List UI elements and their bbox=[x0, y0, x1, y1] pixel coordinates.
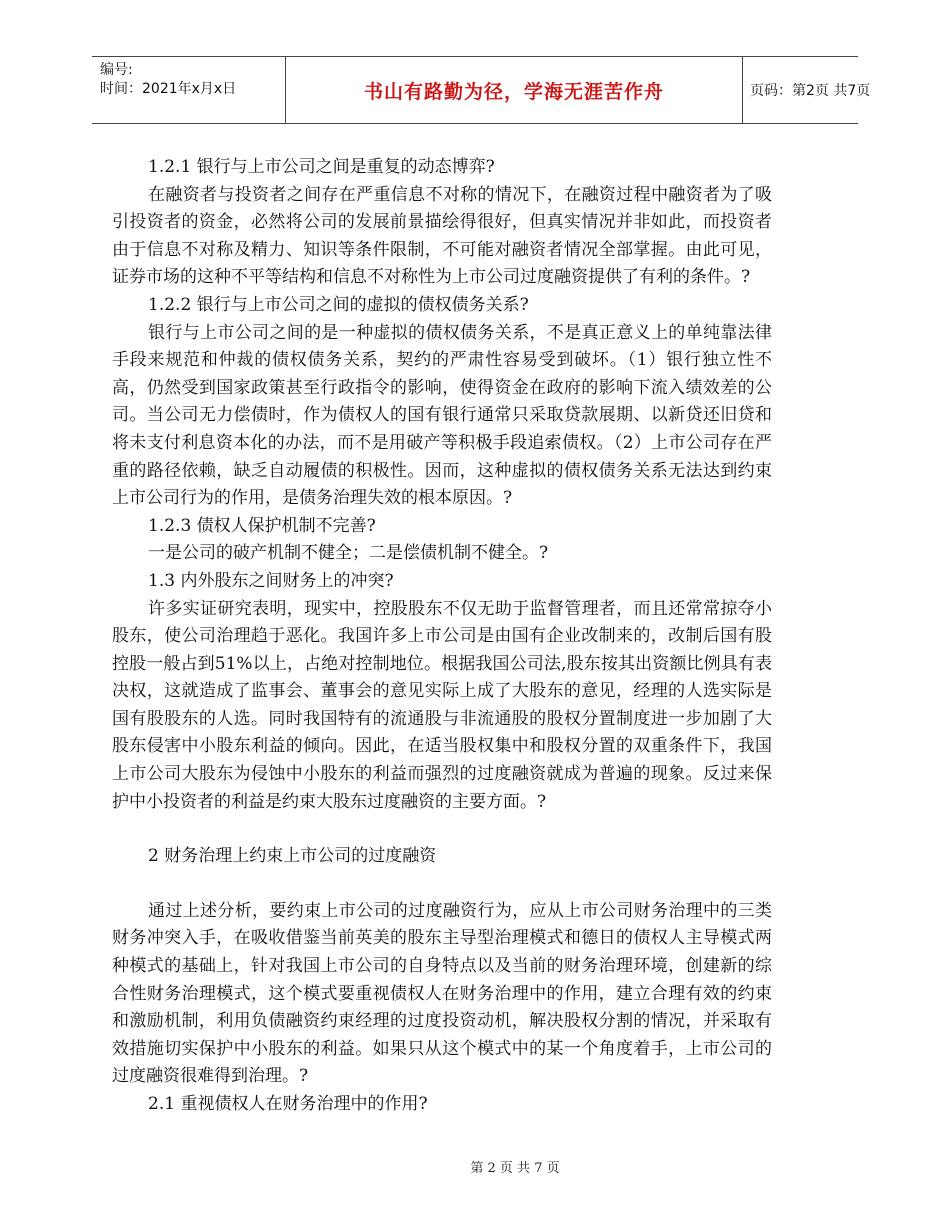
section-heading-1-3: 1.3 内外股东之间财务上的冲突? bbox=[148, 570, 394, 591]
document-number-label: 编号: bbox=[100, 62, 133, 78]
document-body bbox=[112, 154, 772, 1119]
section-heading-2: 2 财务治理上约束上市公司的过度融资 bbox=[148, 846, 437, 867]
section-heading-1-2-1: 1.2.1 银行与上市公司之间是重复的动态博弈? bbox=[148, 157, 495, 177]
page-footer: 第 2 页 共 7 页 bbox=[470, 1161, 560, 1176]
section-heading-1-2-2: 1.2.2 银行与上市公司之间的虚拟的债权债务关系? bbox=[148, 294, 529, 315]
paragraph-2: 通过上述分析，要约束上市公司的过度融资行为，应从上市公司财务治理中的三类财务冲突入手，在吸收借鉴当前英美的股东主导型治理模式和德日的债权人主导模式两种模式的基础上，针对我国上市公司的自身特点以及当前的财务治理环境，创建新的综合性财务治理模式，这个模式要重视债权人在财务治理中的作用，建立合理有效的约束和激励机制，利用负债融资约束经理的过度投资动机，解决股权分割的情况，并采取有效措施切实保护中小股东的利益。如果只从这个模式中的某一个角度着手，上市公司的过度融资很难得到治理。? bbox=[112, 900, 772, 1087]
paragraph-1-2-3: 一是公司的破产机制不健全；二是偿债机制不健全。? bbox=[148, 543, 549, 564]
header-motto-cell bbox=[285, 57, 743, 123]
section-heading-1-2-3: 1.2.3 债权人保护机制不完善? bbox=[148, 515, 376, 536]
spacer bbox=[112, 871, 772, 898]
header-motto: 书山有路勤为径，学海无涯苦作舟 bbox=[363, 80, 664, 103]
paragraph-1-2-2: 银行与上市公司之间的是一种虚拟的债权债务关系，不是真正意义上的单纯靠法律手段来规范和仲裁的债权债务关系，契约的严肃性容易受到破坏。（1）银行独立性不高，仍然受到国家政策甚至行政指令的影响，使得资金在政府的影响下流入绩效差的公司。当公司无力偿债时，作为债权人的国有银行通常只采取贷款展期、以新贷还旧贷和将未支付利息资本化的办法，而不是用破产等积极手段追索债权。（2）上市公司存在严重的路径依赖，缺乏自动履债的积极性。因而，这种虚拟的债权债务关系无法达到约束上市公司行为的作用，是债务治理失效的根本原因。? bbox=[112, 322, 772, 509]
header-page-number: 页码：第2页 共7页 bbox=[750, 83, 871, 99]
paragraph-1-3: 许多实证研究表明，现实中，控股股东不仅无助于监督管理者，而且还常常掠夺小股东，使公司治理趋于恶化。我国许多上市公司是由国有企业改制来的，改制后国有股控股一般占到51%以上，占绝对控制地位。根据我国公司法,股东按其出资额比例具有表决权，这就造成了监事会、董事会的意见实际上成了大股东的意见，经理的人选实际是国有股股东的人选。同时我国特有的流通股与非流通股的股权分置制度进一步加剧了大股东侵害中小股东利益的倾向。因此，在适当股权集中和股权分置的双重条件下，我国上市公司大股东为侵蚀中小股东的利益而强烈的过度融资就成为普遍的现象。反过来保护中小投资者的利益是约束大股东过度融资的主要方面。? bbox=[112, 598, 772, 812]
paragraph-1-2-1: 在融资者与投资者之间存在严重信息不对称的情况下，在融资过程中融资者为了吸引投资者的资金，必然将公司的发展前景描绘得很好，但真实情况并非如此，而投资者由于信息不对称及精力、知识等条件限制，不可能对融资者情况全部掌握。由此可见，证券市场的这种不平等结构和信息不对称性为上市公司过度融资提供了有利的条件。? bbox=[112, 184, 772, 288]
header-meta bbox=[92, 57, 285, 123]
document-time-label: 时间：2021年x月x日 bbox=[100, 81, 237, 97]
header-page-cell bbox=[742, 57, 871, 123]
spacer bbox=[112, 816, 772, 843]
section-heading-2-1: 2.1 重视债权人在财务治理中的作用? bbox=[148, 1094, 428, 1114]
page-header bbox=[92, 56, 871, 124]
